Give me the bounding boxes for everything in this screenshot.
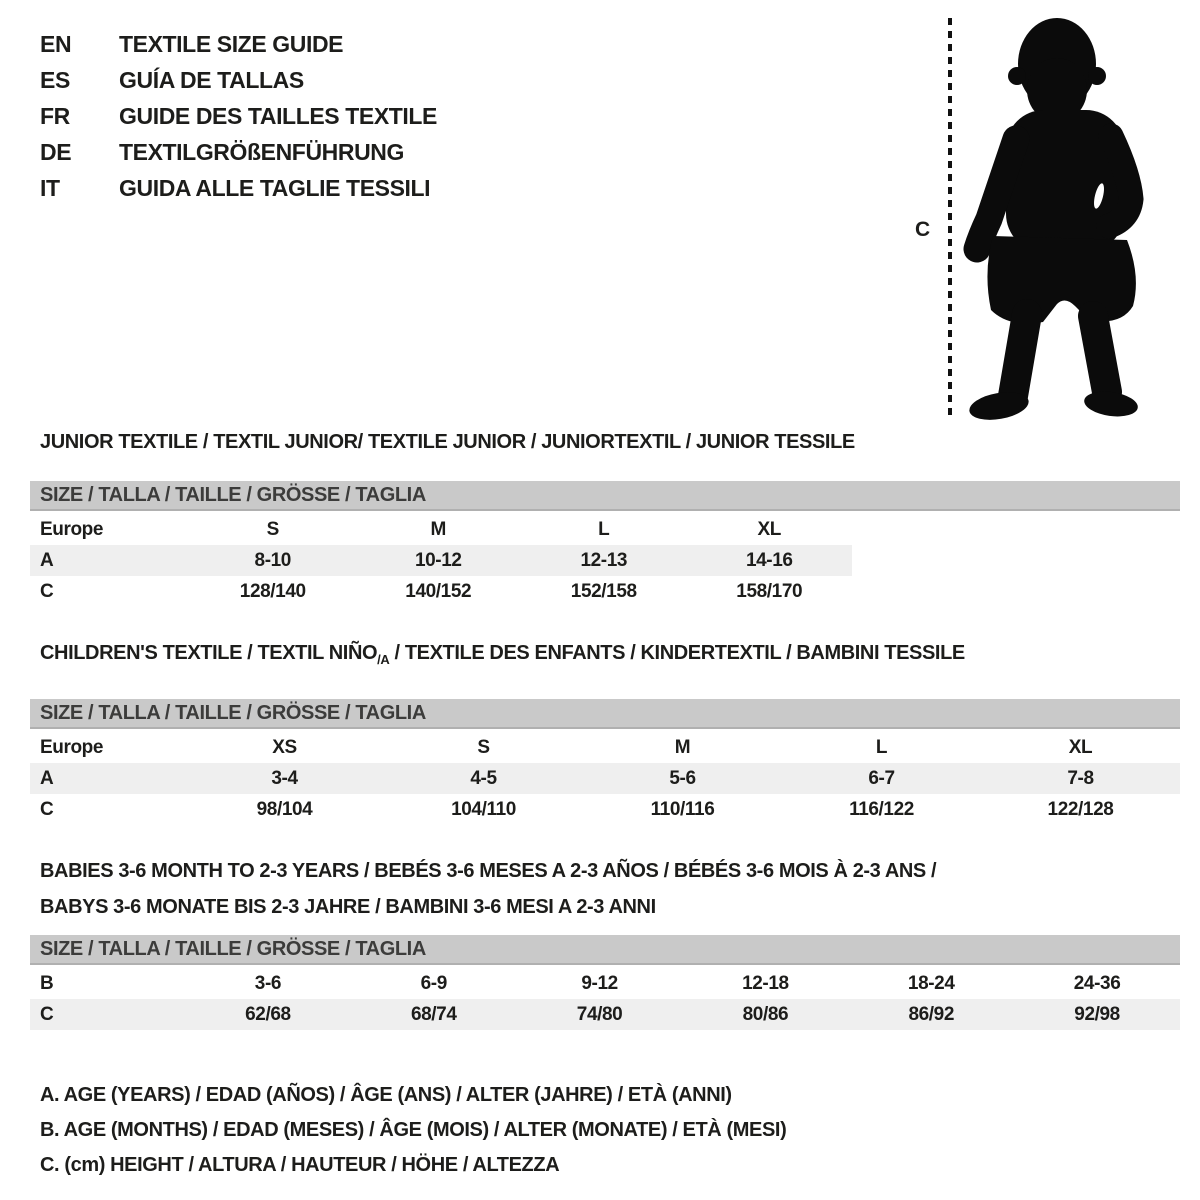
size-cell: XL xyxy=(1068,736,1093,758)
row-label-cell: B xyxy=(40,972,54,994)
language-row xyxy=(40,62,437,98)
children-size-table xyxy=(30,732,1180,825)
size-cell: 14-16 xyxy=(687,545,853,576)
size-cell: 12-13 xyxy=(521,545,687,576)
size-cell: 8-10 xyxy=(190,545,356,576)
size-cell: M xyxy=(430,518,446,540)
size-cell: 86/92 xyxy=(848,999,1014,1030)
size-header-label: SIZE / TALLA / TAILLE / GRÖSSE / TAGLIA xyxy=(40,937,426,960)
language-label: GUÍA DE TALLAS xyxy=(119,66,304,93)
size-cell: 6-9 xyxy=(420,972,447,994)
size-cell: 10-12 xyxy=(356,545,522,576)
language-label: TEXTILE SIZE GUIDE xyxy=(119,30,344,57)
size-cell: XS xyxy=(272,736,297,758)
row-label-cell: A xyxy=(30,763,185,794)
legend-line-c: C. (cm) HEIGHT / ALTURA / HAUTEUR / HÖHE / ALTEZZA xyxy=(40,1154,560,1176)
size-cell: 74/80 xyxy=(517,999,683,1030)
size-tables-content xyxy=(30,430,1180,1183)
size-cell: 6-7 xyxy=(782,763,981,794)
legend-line-b: B. AGE (MONTHS) / EDAD (MESES) / ÂGE (MOIS) / ALTER (MONATE) / ETÀ (MESI) xyxy=(40,1119,787,1141)
size-cell: 12-18 xyxy=(742,972,789,994)
language-row xyxy=(40,26,437,62)
size-cell: 3-4 xyxy=(185,763,384,794)
size-cell: 80/86 xyxy=(682,999,848,1030)
table-row xyxy=(30,576,852,607)
size-cell: 122/128 xyxy=(1047,798,1114,820)
size-cell: 92/98 xyxy=(1014,999,1180,1030)
language-code: FR xyxy=(40,102,70,129)
language-row xyxy=(40,98,437,134)
size-cell: M xyxy=(674,736,691,758)
language-row xyxy=(40,134,437,170)
language-label: TEXTILGRÖßENFÜHRUNG xyxy=(119,138,404,165)
height-figure xyxy=(905,12,1197,426)
babies-title-line2: BABYS 3-6 MONATE BIS 2-3 JAHRE / BAMBINI 3-6 MESI A 2-3 ANNI xyxy=(40,896,656,918)
language-row xyxy=(40,170,437,206)
table-row xyxy=(30,794,1180,825)
junior-size-table xyxy=(30,514,852,607)
size-cell: L xyxy=(875,736,888,758)
language-label: GUIDA ALLE TAGLIE TESSILI xyxy=(119,174,431,201)
height-dashed-line xyxy=(948,18,952,418)
language-label: GUIDE DES TAILLES TEXTILE xyxy=(119,102,437,129)
size-cell: 4-5 xyxy=(384,763,583,794)
junior-section-title: JUNIOR TEXTILE / TEXTIL JUNIOR/ TEXTILE JUNIOR / JUNIORTEXTIL / JUNIOR TESSILE xyxy=(40,431,855,453)
size-cell: S xyxy=(477,736,490,758)
children-size-header-bar xyxy=(30,699,1180,729)
row-label-cell: C xyxy=(30,999,185,1030)
size-cell: 116/122 xyxy=(849,798,914,820)
size-cell: XL xyxy=(757,518,781,540)
language-title-block xyxy=(40,26,437,206)
size-cell: 158/170 xyxy=(736,580,803,602)
size-cell: L xyxy=(598,518,610,540)
size-cell: 5-6 xyxy=(583,763,782,794)
size-cell: 110/116 xyxy=(650,798,715,820)
children-section-title xyxy=(40,641,1180,672)
children-title-part2: / TEXTILE DES ENFANTS / KINDERTEXTIL / BAMBINI TESSILE xyxy=(389,642,965,664)
size-cell: 18-24 xyxy=(907,972,955,994)
row-label-cell: Europe xyxy=(40,518,104,540)
row-label-cell: Europe xyxy=(40,736,104,758)
junior-size-header-bar xyxy=(30,481,1180,511)
language-code: IT xyxy=(40,174,60,201)
size-header-label: SIZE / TALLA / TAILLE / GRÖSSE / TAGLIA xyxy=(40,483,426,506)
row-label-cell: C xyxy=(40,580,54,602)
size-header-label: SIZE / TALLA / TAILLE / GRÖSSE / TAGLIA xyxy=(40,701,426,724)
language-code: EN xyxy=(40,30,72,57)
legend-line-a: A. AGE (YEARS) / EDAD (AÑOS) / ÂGE (ANS) / ALTER (JAHRE) / ETÀ (ANNI) xyxy=(40,1084,732,1106)
babies-title-line1: BABIES 3-6 MONTH TO 2-3 YEARS / BEBÉS 3-6 MESES A 2-3 AÑOS / BÉBÉS 3-6 MOIS À 2-3 ANS / xyxy=(40,860,937,882)
babies-size-header-bar xyxy=(30,935,1180,965)
size-cell: 7-8 xyxy=(981,763,1180,794)
row-label-cell: A xyxy=(30,545,190,576)
table-row xyxy=(30,999,1180,1030)
babies-section-title xyxy=(40,853,1180,925)
children-title-subscript: /A xyxy=(377,652,390,667)
table-row xyxy=(30,732,1180,763)
table-row xyxy=(30,514,852,545)
height-c-label: C xyxy=(915,218,930,241)
size-cell: 128/140 xyxy=(239,580,306,602)
size-cell: 152/158 xyxy=(570,580,637,602)
size-cell: 104/110 xyxy=(451,798,516,820)
table-row xyxy=(30,545,852,576)
children-title-part1: CHILDREN'S TEXTILE / TEXTIL NIÑO xyxy=(40,642,378,664)
size-cell: 68/74 xyxy=(351,999,517,1030)
size-cell: 24-36 xyxy=(1073,972,1121,994)
size-cell: 98/104 xyxy=(256,798,313,820)
toddler-silhouette-icon xyxy=(961,14,1151,424)
size-cell: 9-12 xyxy=(581,972,618,994)
language-code: ES xyxy=(40,66,70,93)
table-row xyxy=(30,763,1180,794)
babies-size-table xyxy=(30,968,1180,1030)
size-cell: S xyxy=(266,518,279,540)
language-code: DE xyxy=(40,138,72,165)
table-row xyxy=(30,968,1180,999)
row-label-cell: C xyxy=(40,798,54,820)
size-cell: 62/68 xyxy=(185,999,351,1030)
measurement-legend xyxy=(40,1078,1180,1183)
size-cell: 140/152 xyxy=(405,580,472,602)
size-cell: 3-6 xyxy=(254,972,282,994)
